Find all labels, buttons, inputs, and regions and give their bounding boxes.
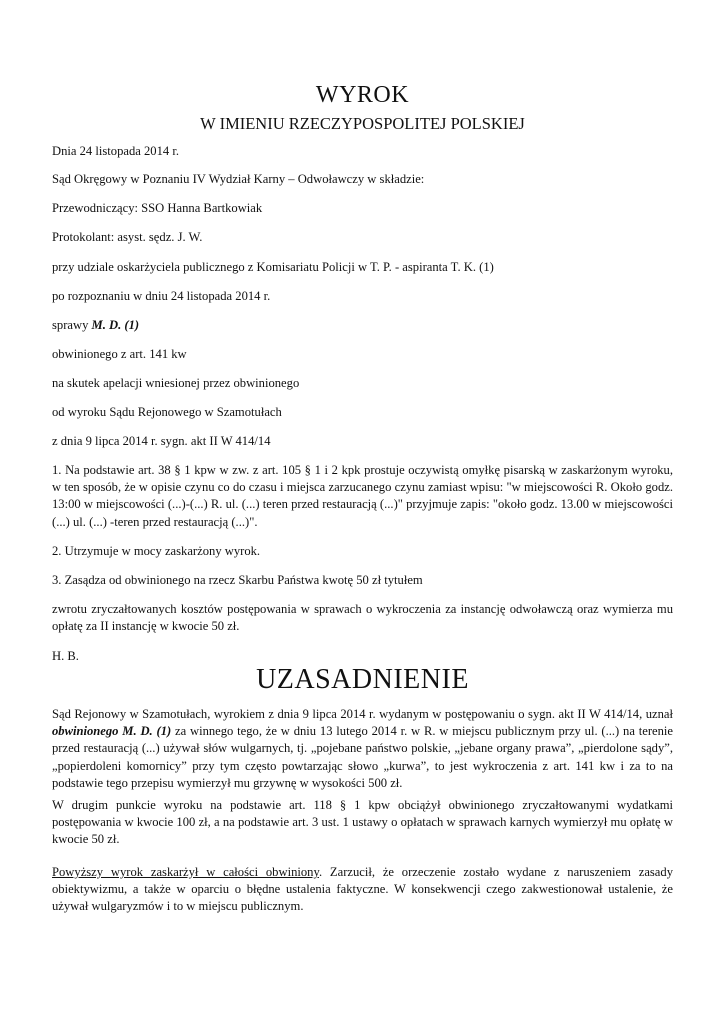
signature-initials: H. B. <box>52 649 79 663</box>
judgment-date: Dnia 24 listopada 2014 r. <box>52 144 179 158</box>
court-clerk: Protokolant: asyst. sędz. J. W. <box>52 230 203 244</box>
case-subject <box>52 318 139 333</box>
appeal-line: na skutek apelacji wniesionej przez obwinionego <box>52 376 300 390</box>
lower-court-line: od wyroku Sądu Rejonowego w Szamotułach <box>52 405 282 419</box>
hearing-date: po rozpoznaniu w dniu 24 listopada 2014 r. <box>52 289 271 303</box>
lower-judgment-date: z dnia 9 lipca 2014 r. sygn. akt II W 414/14 <box>52 434 271 448</box>
appeal-statement-underlined: Powyższy wyrok zaskarżył w całości obwiniony <box>52 865 319 879</box>
defendant-name-bold: obwinionego M. D. (1) <box>52 724 172 739</box>
presiding-judge: Przewodniczący: SSO Hanna Bartkowiak <box>52 201 263 215</box>
ruling-point-2: 2. Utrzymuje w mocy zaskarżony wyrok. <box>52 544 261 558</box>
ruling-point-3: 3. Zasądza od obwinionego na rzecz Skarbu Państwa kwotę 50 zł tytułem <box>52 573 423 587</box>
document-subtitle: W IMIENIU RZECZYPOSPOLITEJ POLSKIEJ <box>200 114 525 133</box>
justification-paragraph-2: W drugim punkcie wyroku na podstawie art. 118 § 1 kpw obciążył obwinionego zryczałtowanymi wydatkami postępowania w kwocie 100 zł, a na podstawie art. 3 ust. 1 ustawy o opłatach w sprawach karnych wymierzył mu opłatę w kwocie 50 zł. <box>52 798 673 847</box>
document-title: WYROK <box>315 82 410 108</box>
charge-line: obwinionego z art. 141 kw <box>52 347 187 361</box>
paragraph-3-rest: . Zarzucił, że orzeczenie zostało wydane z naruszeniem zasady obiektywizmu, a także w oparciu o błędne ustalenia faktyczne. W konsekwencji czego zakwestionował ustalenie, że używał wulgaryzmów i to w miejscu publicznym. <box>52 865 673 914</box>
justification-heading: UZASADNIENIE <box>256 664 469 695</box>
paragraph-1-start: Sąd Rejonowy w Szamotułach, wyrokiem z dnia 9 lipca 2014 r. wydanym w postępowaniu o sygn. akt II W 414/14, uznał <box>52 707 673 721</box>
ruling-point-1: 1. Na podstawie art. 38 § 1 kpw w zw. z art. 105 § 1 i 2 kpk prostuje oczywistą omyłkę pisarską w zaskarżonym wyroku, w ten sposób, że w opisie czynu co do czasu i miejsca zarzucanego czynu zamiast wpisu: "w miejscowości R. Około godz. 13:00 w miejscowości (...)-(...) R. ul. (...) teren przed restauracją (...)" przyjmuje zapis: "około godz. 13.00 w miejscowości (...) ul. (...) -teren przed restauracją (...)". <box>52 463 673 529</box>
justification-paragraph-3 <box>52 864 673 916</box>
prosecutor-line: przy udziale oskarżyciela publicznego z Komisariatu Policji w T. P. - aspiranta T. K. (1) <box>52 260 494 274</box>
paragraph-1-end: za winnego tego, że w dniu 13 lutego 2014 r. w R. w miejscu publicznym przy ul. (...) na terenie przed restauracją (...) używał słów wulgarnych, tj. „pojebane państwo polskie, „jebane organy prawa”, „pierdolone sądy”, „popierdoleni komornicy” przy tym często powtarzając słowo „kurwa”, to jest wykroczenia z art. 141 kw i za to na podstawie tego przepisu wymierzył mu grzywnę w wysokości 500 zł. <box>52 724 673 790</box>
justification-paragraph-1 <box>52 706 673 792</box>
ruling-point-3-continued: zwrotu zryczałtowanych kosztów postępowania w sprawach o wykroczenia za instancję odwoławczą oraz wymierza mu opłatę za II instancję w kwocie 50 zł. <box>52 602 673 634</box>
defendant-name: M. D. (1) <box>91 318 140 332</box>
case-prefix: sprawy <box>52 318 92 332</box>
court-composition: Sąd Okręgowy w Poznaniu IV Wydział Karny – Odwoławczy w składzie: <box>52 172 425 186</box>
